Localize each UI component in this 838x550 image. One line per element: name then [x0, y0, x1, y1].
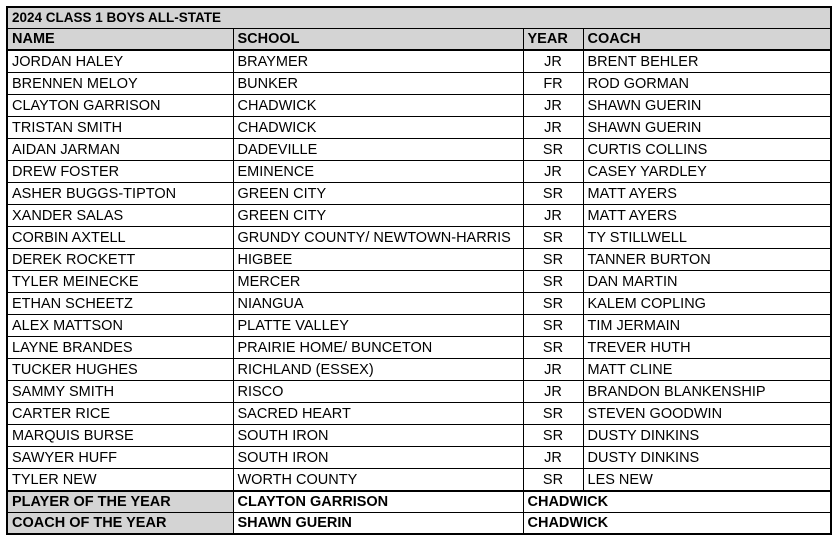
player-name-cell: AIDAN JARMAN [7, 139, 233, 161]
year-cell: JR [523, 95, 583, 117]
coach-cell: ROD GORMAN [583, 73, 831, 95]
table-row [7, 381, 831, 403]
table-row [7, 183, 831, 205]
award-row [7, 491, 831, 513]
school-cell: HIGBEE [233, 249, 523, 271]
player-name-cell: MARQUIS BURSE [7, 425, 233, 447]
player-name-cell: TUCKER HUGHES [7, 359, 233, 381]
school-cell: PLATTE VALLEY [233, 315, 523, 337]
year-cell: SR [523, 337, 583, 359]
table-row [7, 117, 831, 139]
player-name-cell: SAMMY SMITH [7, 381, 233, 403]
coach-cell: DAN MARTIN [583, 271, 831, 293]
school-cell: BUNKER [233, 73, 523, 95]
all-state-table [6, 6, 832, 535]
school-cell: EMINENCE [233, 161, 523, 183]
player-name-cell: DEREK ROCKETT [7, 249, 233, 271]
table-row [7, 337, 831, 359]
award-school: CHADWICK [523, 491, 831, 513]
school-cell: SOUTH IRON [233, 425, 523, 447]
year-cell: JR [523, 117, 583, 139]
school-cell: GREEN CITY [233, 205, 523, 227]
player-name-cell: SAWYER HUFF [7, 447, 233, 469]
table-row [7, 359, 831, 381]
player-name-cell: CARTER RICE [7, 403, 233, 425]
player-name-cell: BRENNEN MELOY [7, 73, 233, 95]
coach-cell: STEVEN GOODWIN [583, 403, 831, 425]
school-cell: BRAYMER [233, 50, 523, 73]
year-cell: JR [523, 205, 583, 227]
year-cell: SR [523, 271, 583, 293]
player-name-cell: LAYNE BRANDES [7, 337, 233, 359]
player-name-cell: TYLER NEW [7, 469, 233, 492]
year-cell: SR [523, 403, 583, 425]
table-row [7, 249, 831, 271]
table-row [7, 205, 831, 227]
table-row [7, 293, 831, 315]
player-name-cell: CORBIN AXTELL [7, 227, 233, 249]
table-row [7, 447, 831, 469]
player-name-cell: JORDAN HALEY [7, 50, 233, 73]
coach-cell: DUSTY DINKINS [583, 447, 831, 469]
year-cell: JR [523, 161, 583, 183]
school-cell: RISCO [233, 381, 523, 403]
school-cell: DADEVILLE [233, 139, 523, 161]
coach-cell: MATT AYERS [583, 205, 831, 227]
school-cell: PRAIRIE HOME/ BUNCETON [233, 337, 523, 359]
coach-cell: KALEM COPLING [583, 293, 831, 315]
year-cell: JR [523, 50, 583, 73]
table-row [7, 227, 831, 249]
school-cell: WORTH COUNTY [233, 469, 523, 492]
year-cell: SR [523, 469, 583, 492]
award-label: PLAYER OF THE YEAR [7, 491, 233, 513]
coach-cell: BRENT BEHLER [583, 50, 831, 73]
table-row [7, 403, 831, 425]
table-row [7, 271, 831, 293]
coach-cell: CURTIS COLLINS [583, 139, 831, 161]
table-row [7, 95, 831, 117]
school-cell: CHADWICK [233, 95, 523, 117]
table-row [7, 73, 831, 95]
coach-cell: CASEY YARDLEY [583, 161, 831, 183]
year-cell: SR [523, 183, 583, 205]
table-row [7, 469, 831, 492]
school-cell: SACRED HEART [233, 403, 523, 425]
school-cell: MERCER [233, 271, 523, 293]
year-cell: SR [523, 293, 583, 315]
table-row [7, 315, 831, 337]
award-row [7, 513, 831, 535]
player-name-cell: CLAYTON GARRISON [7, 95, 233, 117]
year-cell: SR [523, 315, 583, 337]
award-winner: SHAWN GUERIN [233, 513, 523, 535]
player-name-cell: ETHAN SCHEETZ [7, 293, 233, 315]
header-year: YEAR [523, 29, 583, 51]
coach-cell: MATT AYERS [583, 183, 831, 205]
school-cell: SOUTH IRON [233, 447, 523, 469]
coach-cell: TY STILLWELL [583, 227, 831, 249]
header-name: NAME [7, 29, 233, 51]
year-cell: JR [523, 381, 583, 403]
header-row [7, 29, 831, 51]
school-cell: GRUNDY COUNTY/ NEWTOWN-HARRIS [233, 227, 523, 249]
table-row [7, 161, 831, 183]
header-coach: COACH [583, 29, 831, 51]
coach-cell: BRANDON BLANKENSHIP [583, 381, 831, 403]
year-cell: JR [523, 359, 583, 381]
school-cell: NIANGUA [233, 293, 523, 315]
title-row [7, 7, 831, 29]
coach-cell: LES NEW [583, 469, 831, 492]
award-label: COACH OF THE YEAR [7, 513, 233, 535]
coach-cell: DUSTY DINKINS [583, 425, 831, 447]
coach-cell: SHAWN GUERIN [583, 117, 831, 139]
coach-cell: MATT CLINE [583, 359, 831, 381]
player-name-cell: DREW FOSTER [7, 161, 233, 183]
all-state-sheet [6, 6, 830, 535]
coach-cell: TANNER BURTON [583, 249, 831, 271]
player-name-cell: TRISTAN SMITH [7, 117, 233, 139]
player-name-cell: ALEX MATTSON [7, 315, 233, 337]
coach-cell: TREVER HUTH [583, 337, 831, 359]
player-name-cell: ASHER BUGGS-TIPTON [7, 183, 233, 205]
coach-cell: SHAWN GUERIN [583, 95, 831, 117]
player-name-cell: TYLER MEINECKE [7, 271, 233, 293]
year-cell: SR [523, 139, 583, 161]
school-cell: CHADWICK [233, 117, 523, 139]
header-school: SCHOOL [233, 29, 523, 51]
table-title: 2024 CLASS 1 BOYS ALL-STATE [7, 7, 831, 29]
year-cell: SR [523, 249, 583, 271]
table-row [7, 139, 831, 161]
school-cell: RICHLAND (ESSEX) [233, 359, 523, 381]
year-cell: FR [523, 73, 583, 95]
coach-cell: TIM JERMAIN [583, 315, 831, 337]
year-cell: SR [523, 425, 583, 447]
table-row [7, 50, 831, 73]
award-school: CHADWICK [523, 513, 831, 535]
year-cell: SR [523, 227, 583, 249]
award-winner: CLAYTON GARRISON [233, 491, 523, 513]
player-name-cell: XANDER SALAS [7, 205, 233, 227]
table-row [7, 425, 831, 447]
school-cell: GREEN CITY [233, 183, 523, 205]
year-cell: JR [523, 447, 583, 469]
